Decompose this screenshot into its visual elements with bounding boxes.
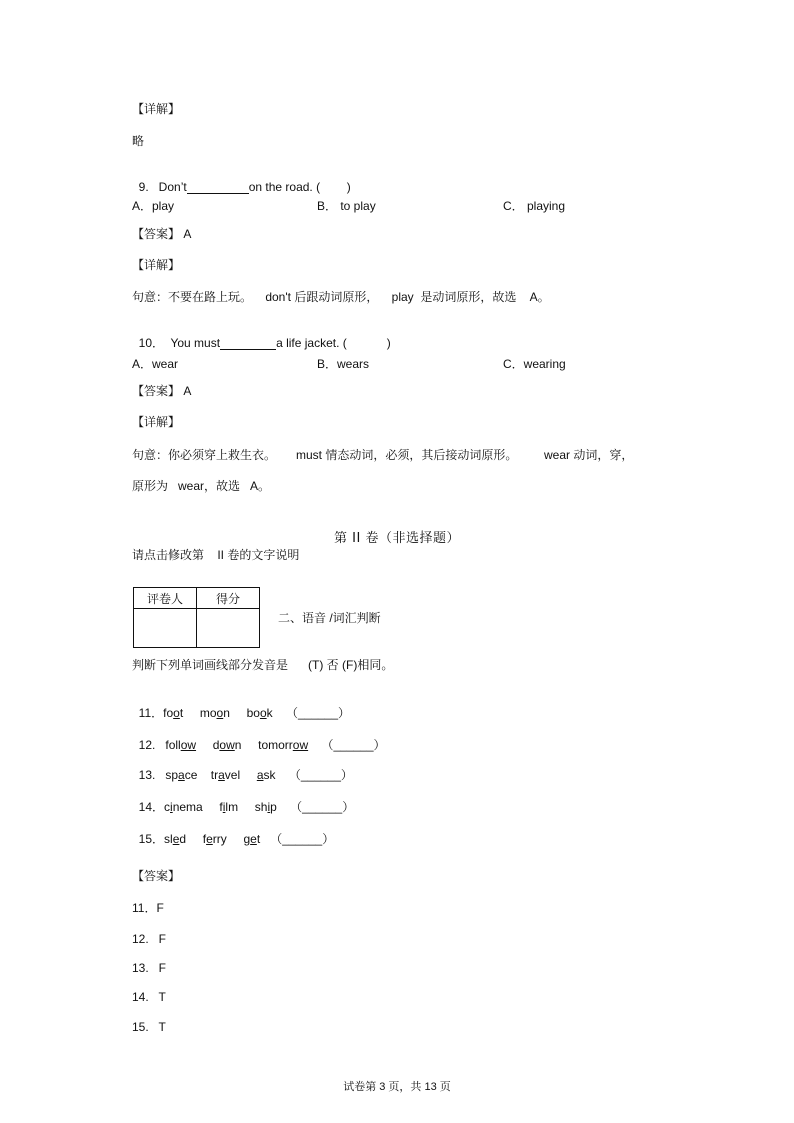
item-12-word-3: tomorrow — [258, 738, 309, 752]
q10-option-a: A．wear — [132, 357, 179, 371]
item-13-number: 13. — [138, 768, 166, 782]
question-10 — [132, 322, 391, 350]
item-12 — [132, 724, 386, 752]
item-12-blank: （______） — [321, 738, 386, 752]
item-14-word-2: film — [219, 800, 239, 814]
q9-option-a: A．play — [132, 199, 175, 213]
detail-text-prev: 略 — [132, 134, 145, 148]
item-11-blank: （______） — [285, 706, 351, 720]
item-11-word-1: foot — [163, 706, 184, 720]
item-11 — [132, 692, 350, 720]
question-9-blank — [187, 181, 249, 194]
item-11-word-2: moon — [199, 706, 230, 720]
item-14-blank: （______） — [290, 800, 355, 814]
item-14-number: 14． — [138, 800, 165, 814]
directions: 判断下列单词画线部分发音是 (T) 否 (F)相同。 — [132, 658, 394, 672]
item-13-word-1: space — [165, 768, 198, 782]
item-14-word-1: cinema — [164, 800, 203, 814]
grader-header: 评卷人 — [134, 588, 197, 609]
item-13-word-3: ask — [256, 768, 276, 782]
section-title: 第 II 卷（非选择题） — [334, 531, 460, 546]
item-15 — [132, 818, 334, 846]
answer-13: 13. F — [132, 961, 167, 975]
q10-detail-line1: 句意：你必须穿上救生衣。 must 情态动词，必须，其后接动词原形。 wear 动词，穿， — [132, 448, 634, 462]
item-15-word-2: ferry — [202, 832, 227, 846]
page-footer: 试卷第 3 页，共 13 页 — [343, 1081, 451, 1093]
item-11-word-3: book — [246, 706, 273, 720]
q10-answer: 【答案】 A — [132, 384, 192, 398]
answer-15: 15. T — [132, 1020, 166, 1034]
item-12-word-1: follow — [165, 738, 197, 752]
item-12-number: 12. — [138, 738, 166, 752]
q10-option-b: B．wears — [317, 357, 370, 371]
q10-detail-heading: 【详解】 — [132, 415, 181, 429]
part-title: 二、语音 /词汇判断 — [278, 611, 381, 625]
answer-14: 14. T — [132, 990, 166, 1004]
score-cell — [197, 609, 260, 648]
item-14-word-3: ship — [254, 800, 277, 814]
grade-table — [133, 587, 260, 648]
q9-answer: 【答案】 A — [132, 227, 192, 241]
question-9-suffix: on the road. ( ) — [248, 180, 351, 194]
score-header: 得分 — [197, 588, 260, 609]
grader-cell — [134, 609, 197, 648]
item-13 — [132, 754, 353, 782]
question-9 — [132, 166, 351, 194]
q9-detail-heading: 【详解】 — [132, 258, 181, 272]
item-14 — [132, 786, 354, 814]
question-10-blank — [220, 337, 276, 350]
question-10-suffix: a life jacket. ( ) — [276, 336, 391, 350]
q9-option-c: C． playing — [503, 199, 566, 213]
q10-detail-line2: 原形为 wear，故选 A。 — [132, 479, 271, 493]
item-11-number: 11． — [138, 706, 164, 720]
q9-option-b: B． to play — [317, 199, 376, 213]
answer-11: 11．F — [132, 901, 164, 915]
q10-option-c: C．wearing — [503, 357, 566, 371]
q9-detail: 句意：不要在路上玩。 don't 后跟动词原形， play 是动词原形，故选 A。 — [132, 290, 550, 304]
detail-heading-prev: 【详解】 — [132, 102, 181, 116]
item-15-blank: （______） — [270, 832, 335, 846]
section-instruction: 请点击修改第 II 卷的文字说明 — [132, 548, 300, 562]
question-9-prefix: 9. Don’t — [138, 180, 187, 194]
answers-heading: 【答案】 — [132, 869, 181, 883]
item-15-word-3: get — [243, 832, 261, 846]
question-10-prefix: 10． You must — [138, 336, 221, 350]
item-13-word-2: travel — [210, 768, 241, 782]
item-13-blank: （______） — [288, 768, 353, 782]
item-15-number: 15． — [138, 832, 165, 846]
item-12-word-2: down — [212, 738, 242, 752]
item-15-word-1: sled — [164, 832, 187, 846]
answer-12: 12. F — [132, 932, 167, 946]
